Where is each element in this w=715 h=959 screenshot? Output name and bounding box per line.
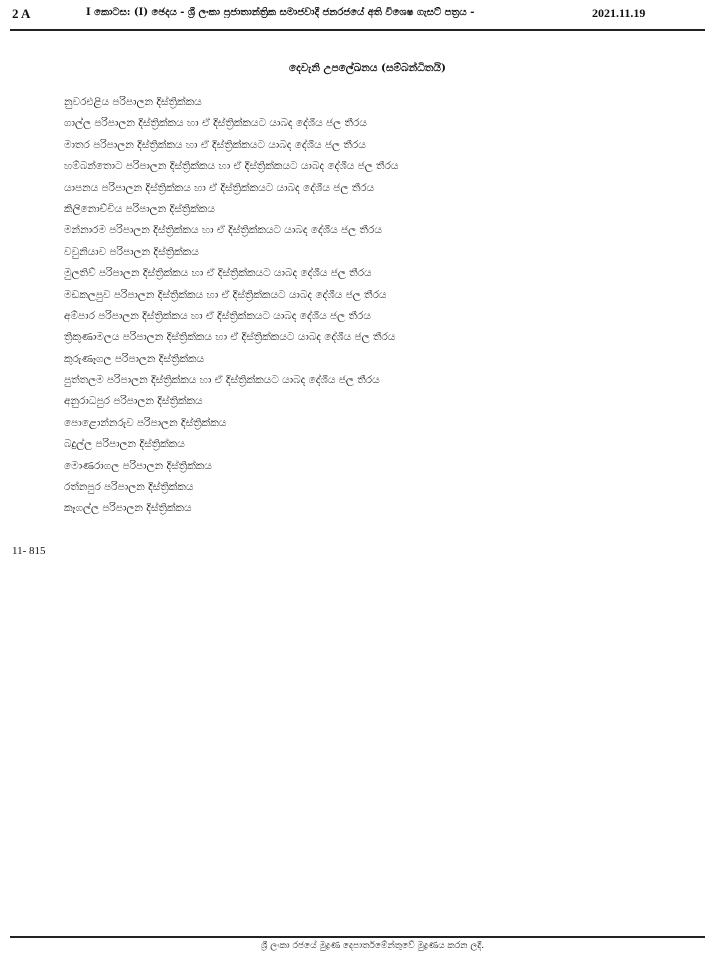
- district-item: ගාල්ල පරිපාලන දිස්ත්‍රික්කය හා ඒ දිස්ත්‍රික්කයට යාබද දේශීය ජල තීරය: [64, 117, 367, 130]
- gazette-title: I කොටස: (I) ඡෙදය - ශ්‍රී ලංකා ප්‍රජාතාන්ත්‍රික සමාජවාදී ජනරජයේ අති විශෙෂ ගැසට් පත්‍රය -: [86, 7, 475, 18]
- page-number: 2 A: [12, 6, 31, 21]
- district-item: හම්බන්තොට පරිපාලන දිස්ත්‍රික්කය හා ඒ දිස්ත්‍රික්කයට යාබද දේශීය ජල තීරය: [64, 160, 399, 173]
- district-item: මාතර පරිපාලන දිස්ත්‍රික්කය හා ඒ දිස්ත්‍රික්කයට යාබද දේශීය ජල තීරය: [64, 138, 366, 151]
- district-item: නුවරඑළිය පරිපාලන දිස්ත්‍රික්කය: [64, 96, 202, 108]
- district-item: යාපනය පරිපාලන දිස්ත්‍රික්කය හා ඒ දිස්ත්‍රික්කයට යාබද දේශීය ජල තීරය: [64, 181, 375, 194]
- page-header: [0, 0, 715, 28]
- district-item: මොණරාගල පරිපාලන දිස්ත්‍රික්කය: [64, 459, 212, 472]
- reference-code: 11- 815: [12, 545, 46, 557]
- district-item: මන්නාරම පරිපාලන දිස්ත්‍රික්කය හා ඒ දිස්ත්‍රික්කයට යාබද දේශීය ජල තීරය: [64, 224, 382, 237]
- district-item: ත්‍රිකුණාමලය පරිපාලන දිස්ත්‍රික්කය හා ඒ දිස්ත්‍රික්කයට යාබද දේශීය ජල තීරය: [64, 331, 396, 344]
- district-list: [64, 92, 664, 520]
- district-item: අනුරාධපුර පරිපාලන දිස්ත්‍රික්කය: [64, 395, 203, 408]
- gazette-date: 2021.11.19: [592, 6, 646, 20]
- district-item: බදුල්ල පරිපාලන දිස්ත්‍රික්කය: [64, 438, 185, 451]
- district-item: රත්නපුර පරිපාලන දිස්ත්‍රික්කය: [64, 481, 194, 494]
- district-item: අම්පාර පරිපාලන දිස්ත්‍රික්කය හා ඒ දිස්ත්‍රික්කයට යාබද දේශීය ජල තීරය: [64, 309, 371, 322]
- district-item: පොළොන්නරුව පරිපාලන දිස්ත්‍රික්කය: [64, 416, 227, 429]
- district-item: මුලතිව් පරිපාලන දිස්ත්‍රික්කය හා ඒ දිස්ත්‍රික්කයට යාබද දේශීය ජල තීරය: [64, 267, 372, 280]
- district-item: පුත්තලම පරිපාලන දිස්ත්‍රික්කය හා ඒ දිස්ත්‍රික්කයට යාබද දේශීය ජල තීරය: [64, 374, 380, 387]
- footer-divider: [10, 936, 705, 938]
- district-item: කුරුණෑගල පරිපාලන දිස්ත්‍රික්කය: [64, 352, 205, 365]
- district-item: වවුනියාව පරිපාලන දිස්ත්‍රික්කය: [64, 245, 199, 258]
- district-item: මඩකලපුව පරිපාලන දිස්ත්‍රික්කය හා ඒ දිස්ත්‍රික්කයට යාබද දේශීය ජල තීරය: [64, 288, 387, 301]
- district-item: කිලිනොච්චිය පරිපාලන දිස්ත්‍රික්කය: [64, 202, 215, 215]
- printer-note: ශ්‍රී ලංකා රජයේ මුද්‍රණ දෙපාර්තමේන්තුවේ මුද්‍රණය කරන ලදී.: [260, 941, 485, 951]
- schedule-title: දෙවැනි උපලේඛනය (සම්බන්ධිතයි): [289, 62, 446, 74]
- header-divider: [10, 29, 705, 31]
- district-item: කෑගල්ල පරිපාලන දිස්ත්‍රික්කය: [64, 502, 192, 515]
